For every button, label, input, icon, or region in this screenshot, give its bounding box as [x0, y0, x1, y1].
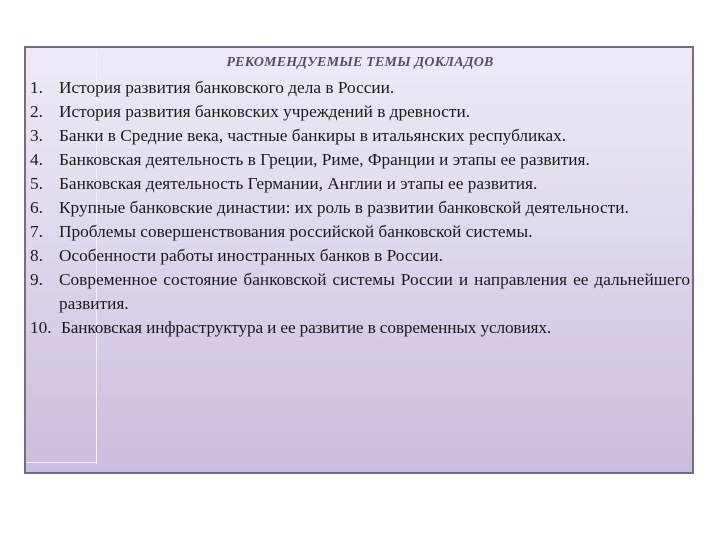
topic-number: 3. — [30, 126, 43, 145]
topic-number: 2. — [30, 102, 43, 121]
topic-text: Современное состояние банковской системы России и направления ее дальнейшего развития. — [59, 270, 690, 313]
topic-item — [30, 148, 690, 172]
topic-text: Банки в Средние века, частные банкиры в итальянских республиках. — [59, 126, 567, 145]
topic-item — [30, 100, 690, 124]
topic-item — [30, 316, 690, 340]
topic-text: Банковская деятельность в Греции, Риме, Франции и этапы ее развития. — [59, 150, 590, 169]
topic-text: История развития банковских учреждений в древности. — [59, 102, 471, 121]
topic-text: Банковская инфраструктура и ее развитие в современных условиях. — [61, 318, 552, 337]
topic-text: Особенности работы иностранных банков в России. — [59, 246, 444, 265]
topic-text: История развития банковского дела в России. — [59, 78, 395, 97]
decorative-frame-line — [26, 462, 97, 463]
topic-item — [30, 172, 690, 196]
topic-item — [30, 124, 690, 148]
topic-number: 4. — [30, 150, 43, 169]
topic-text: Проблемы совершенствования российской банковской системы. — [59, 222, 533, 241]
topic-item — [30, 268, 690, 316]
topic-item — [30, 244, 690, 268]
topic-number: 8. — [30, 246, 43, 265]
topic-text: Крупные банковские династии: их роль в развитии банковской деятельности. — [59, 198, 629, 217]
topic-number: 9. — [30, 270, 43, 289]
topic-item — [30, 76, 690, 100]
topic-number: 6. — [30, 198, 43, 217]
topic-number: 1. — [30, 78, 43, 97]
topic-text: Банковская деятельность Германии, Англии и этапы ее развития. — [59, 174, 538, 193]
slide-title: РЕКОМЕНДУЕМЫЕ ТЕМЫ ДОКЛАДОВ — [226, 55, 494, 70]
topic-number: 5. — [30, 174, 43, 193]
topic-item — [30, 220, 690, 244]
topic-item — [30, 196, 690, 220]
topic-number: 7. — [30, 222, 43, 241]
topic-list — [30, 76, 690, 340]
topic-number: 10. — [30, 318, 52, 337]
